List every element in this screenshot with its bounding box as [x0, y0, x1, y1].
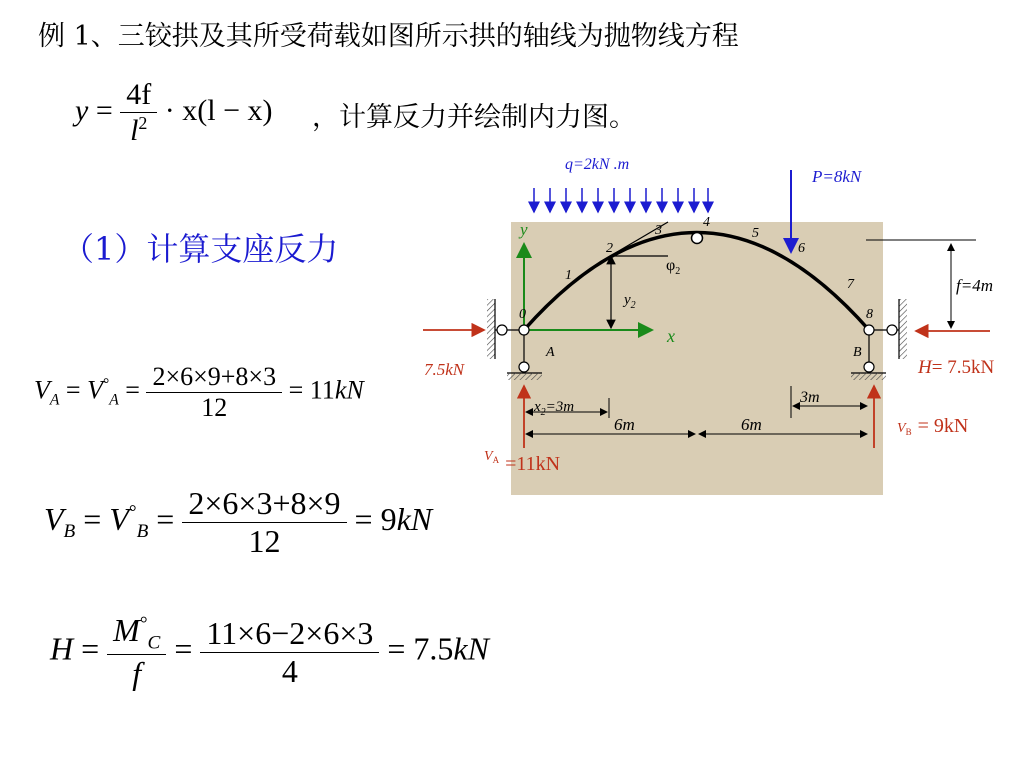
va-fraction: $\frac{2\times 6\times 9+8\times 3}{12}$ [146, 362, 282, 423]
eq-rhs: · x(l − x) [164, 93, 273, 127]
svg-text:8: 8 [866, 307, 873, 322]
dim-3m-label: 3m [800, 389, 820, 406]
svg-text:0: 0 [519, 307, 526, 322]
vb-label: VB = 9kN [897, 415, 969, 437]
svg-text:6: 6 [798, 241, 805, 256]
h-fraction-1: $\frac{M^\circ_C}{f}$ [107, 612, 166, 692]
svg-text:1: 1 [565, 268, 572, 283]
svg-text:5: 5 [752, 226, 759, 241]
x-axis-label: x [667, 326, 675, 346]
svg-text:3: 3 [655, 223, 662, 238]
va-label: VA =11kN [484, 449, 561, 475]
load-p-label: P=8kN [812, 167, 862, 186]
h-fraction-2: $\frac{11\times 6-2\times 6\times 3}{4}$ [200, 615, 379, 690]
x2-label: $x_2=3m$ [534, 399, 575, 418]
support-a-label: A [546, 345, 555, 360]
dim-6m-left-label: 6m [614, 415, 635, 434]
svg-text:4: 4 [703, 215, 710, 230]
page-title: 例 1、三铰拱及其所受荷载如图所示拱的轴线为抛物线方程 [38, 21, 739, 52]
diagram-panel [511, 222, 883, 495]
svg-text:7: 7 [847, 277, 854, 292]
y2-label: $y_2$ [624, 292, 636, 311]
eq-den: $l^2$ [130, 113, 148, 147]
crown-hinge [692, 233, 703, 244]
phi-label: $\varphi_2$ [666, 257, 681, 277]
y-axis-label: y [520, 220, 528, 239]
distributed-load [534, 188, 708, 212]
rise-label: f=4m [956, 276, 993, 295]
eq-num: 4f [120, 78, 157, 113]
vb-fraction: $\frac{2\times 6\times 3+8\times 9}{12}$ [182, 485, 346, 560]
load-q-label: q=2kN .m [565, 156, 630, 173]
arch-equation: y = $\frac{4f}{l^2}$ · x(l − x) [75, 78, 273, 147]
dim-6m-right-label: 6m [741, 415, 762, 434]
formula-va: $V_A = V^\circ_A$ = $\frac{2\times 6\times 9+8\times 3}{12}$ = 11kN [34, 362, 364, 422]
formula-h: H = $\frac{M^\circ_C}{f}$ = $\frac{11\times 6-2\times 6\times 3}{4}$ = 7.5kN [50, 612, 489, 692]
formula-vb: $V_B = V^\circ_B$ = $\frac{2\times 6\times 3+8\times 9}{12}$ = 9kN [44, 485, 433, 559]
support-b-label: B [853, 345, 862, 360]
svg-text:2: 2 [606, 241, 613, 256]
section-heading: （1）计算支座反力 [62, 230, 339, 268]
eq-lhs: y [75, 93, 89, 127]
equation-tail: ，计算反力并绘制内力图。 [312, 102, 636, 133]
right-h-label: H= 7.5kN [918, 357, 995, 378]
left-h-label: 7.5kN [424, 360, 465, 379]
